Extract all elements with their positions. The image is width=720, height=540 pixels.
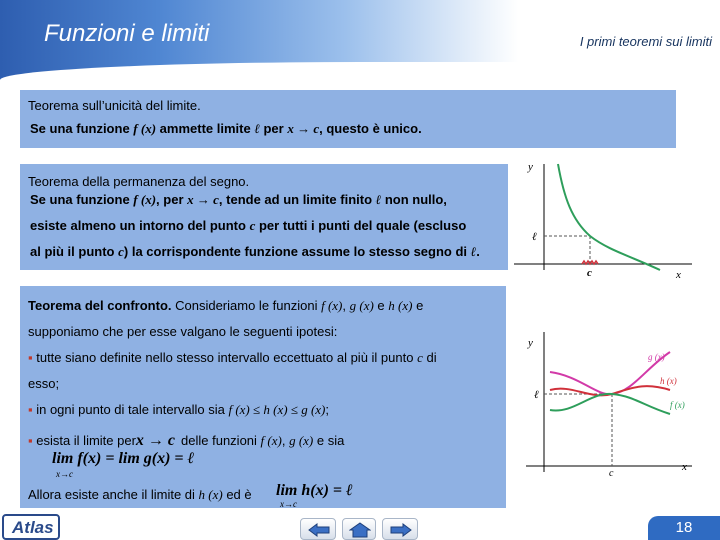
graph1-l-label: ℓ — [532, 231, 537, 243]
home-icon — [349, 522, 371, 538]
theorem-sign-line1: Se una funzione f (x), per x → c, tende ad un limite finito ℓ non nullo, — [30, 192, 447, 207]
graph2-c-label: c — [609, 468, 614, 478]
arrow-right-icon — [389, 522, 413, 538]
theorem-comparison-line1: Teorema del confronto. Consideriamo le funzioni f (x), g (x) e h (x) e — [28, 298, 424, 313]
theorem-comparison-bullet3: ▪ esista il limite perx → c delle funzioni f (x), g (x) e sia — [28, 432, 345, 449]
limit-subscript-1: x→c — [56, 469, 73, 479]
nav-home-button[interactable] — [342, 518, 376, 540]
theorem-sign-line3: al più il punto c) la corrispondente funzione assume lo stesso segno di ℓ. — [30, 244, 480, 259]
theorem-comparison-box — [20, 286, 506, 508]
nav-back-button[interactable] — [300, 518, 336, 540]
limit-subscript-2: x→c — [280, 499, 297, 509]
theorem-sign-heading: Teorema della permanenza del segno. — [28, 174, 250, 189]
theorem-comparison-conclusion: Allora esiste anche il limite di h (x) ed è — [28, 487, 252, 502]
comparison-graph — [520, 328, 700, 478]
graph2-f-curve — [550, 394, 670, 414]
page-title: Funzioni e limiti — [44, 20, 210, 47]
theorem-comparison-line2: supponiamo che per esse valgano le seguenti ipotesi: — [28, 324, 338, 339]
header-swoosh — [0, 62, 720, 80]
sign-permanence-graph — [510, 158, 700, 280]
nav-forward-button[interactable] — [382, 518, 418, 540]
graph2-y-label: y — [528, 337, 533, 349]
graph2-x-label: x — [682, 461, 687, 473]
graph2-g-label: g (x) — [648, 352, 665, 362]
graph2-l-label: ℓ — [534, 389, 539, 401]
atlas-logo: Atlas — [2, 514, 60, 540]
theorem-uniqueness-box — [20, 90, 676, 148]
theorem-uniqueness-statement: Se una funzione f (x) ammette limite ℓ per x → c, questo è unico. — [30, 121, 422, 136]
page-number: 18 — [648, 516, 720, 540]
theorem-comparison-bullet2: ▪ in ogni punto di tale intervallo sia f (x) ≤ h (x) ≤ g (x); — [28, 402, 330, 417]
theorem-sign-line2: esiste almeno un intorno del punto c per tutti i punti del quale (escluso — [30, 218, 467, 233]
theorem-comparison-bullet1-cont: esso; — [28, 376, 60, 391]
graph1-function-curve — [558, 164, 660, 270]
theorem-comparison-bullet1: ▪ tutte siano definite nello stesso intervallo eccettuato al più il punto c di — [28, 350, 437, 365]
theorem-sign-permanence-box — [20, 164, 508, 270]
graph1-x-label: x — [676, 269, 681, 280]
theorem-uniqueness-heading: Teorema sull’unicità del limite. — [28, 98, 201, 113]
graph1-y-label: y — [528, 161, 533, 173]
page-subtitle: I primi teoremi sui limiti — [579, 34, 712, 49]
arrow-left-icon — [307, 522, 331, 538]
graph2-h-label: h (x) — [660, 376, 677, 386]
conclusion-limit-formula: lim h(x) = ℓ — [276, 482, 353, 499]
graph2-f-label: f (x) — [670, 400, 685, 410]
limit-equality-formula: lim f(x) = lim g(x) = ℓ — [52, 450, 195, 467]
graph1-c-label: c — [587, 267, 592, 279]
